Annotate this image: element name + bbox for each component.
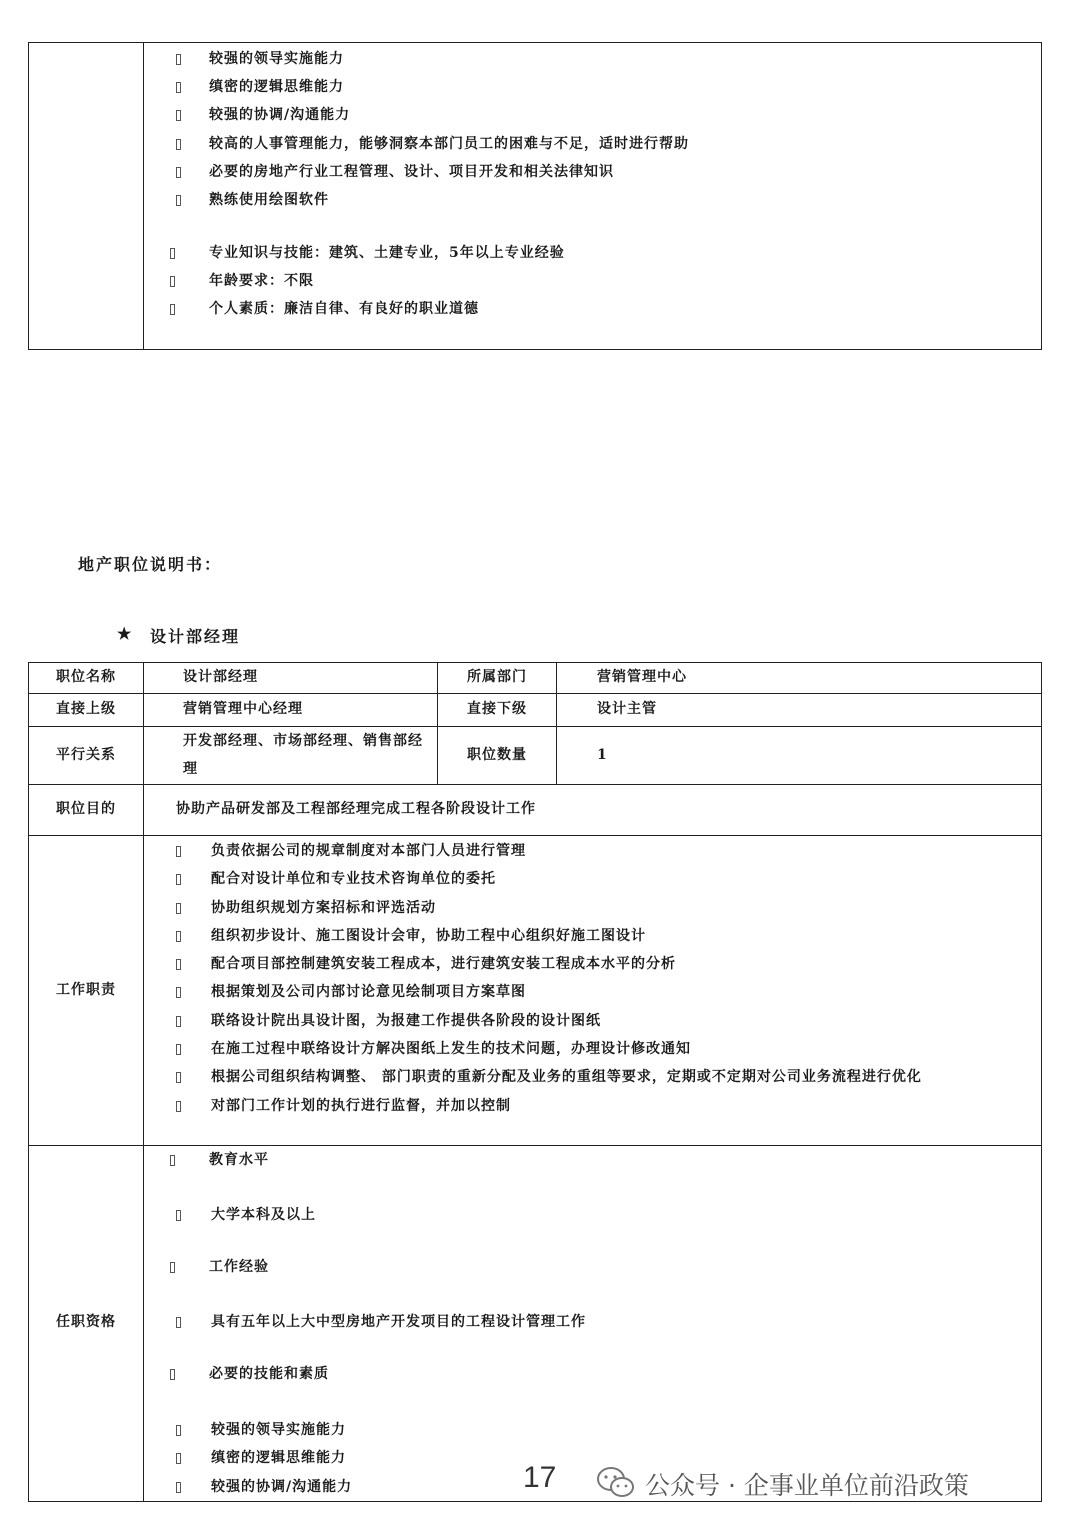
- list-item: 个人素质：廉洁自律、有良好的职业道德: [209, 301, 479, 317]
- bullet-box-icon: [176, 1425, 181, 1436]
- row-label-purpose: 职位目的: [56, 801, 116, 817]
- subordinate-value: 设计主管: [597, 701, 657, 717]
- page-number: 17: [523, 1461, 557, 1494]
- duty-item: 对部门工作计划的执行进行监督，并加以控制: [211, 1098, 511, 1114]
- label-column-divider: [143, 663, 144, 1501]
- top-table-divider: [143, 43, 144, 349]
- qual-heading-skills: 必要的技能和素质: [209, 1366, 329, 1382]
- list-item: 必要的房地产行业工程管理、设计、项目开发和相关法律知识: [209, 164, 614, 180]
- row-label-duties: 工作职责: [56, 982, 116, 998]
- mid-divider: [556, 663, 557, 784]
- row-label-department: 所属部门: [467, 669, 527, 685]
- bullet-box-icon: [176, 1482, 181, 1493]
- bullet-box-icon: [176, 1210, 181, 1221]
- section-title: 设计部经理: [150, 627, 241, 646]
- row-divider: [29, 835, 1041, 836]
- watermark-text: 公众号 · 企事业单位前沿政策: [645, 1471, 969, 1500]
- row-label-parallel: 平行关系: [56, 747, 116, 763]
- bullet-box-icon: [176, 1101, 181, 1112]
- bullet-box-icon: [170, 304, 175, 315]
- bullet-box-icon: [176, 139, 181, 150]
- bullet-box-icon: [176, 167, 181, 178]
- duty-item: 配合项目部控制建筑安装工程成本，进行建筑安装工程成本水平的分析: [211, 956, 676, 972]
- list-item: 专业知识与技能：建筑、土建专业，5年以上专业经验: [209, 245, 565, 261]
- section-intro: 地产职位说明书：: [78, 555, 223, 574]
- department-value: 营销管理中心: [597, 669, 687, 685]
- duty-item: 组织初步设计、施工图设计会审，协助工程中心组织好施工图设计: [211, 928, 646, 944]
- list-item: 较高的人事管理能力，能够洞察本部门员工的困难与不足，适时进行帮助: [209, 136, 689, 152]
- duty-item: 联络设计院出具设计图，为报建工作提供各阶段的设计图纸: [211, 1013, 601, 1029]
- bullet-box-icon: [176, 987, 181, 998]
- bullet-box-icon: [176, 110, 181, 121]
- list-item: 熟练使用绘图软件: [209, 192, 329, 208]
- star-icon: ★: [117, 624, 134, 643]
- qual-skill-item: 缜密的逻辑思维能力: [211, 1450, 346, 1466]
- bullet-box-icon: [170, 276, 175, 287]
- row-divider: [29, 1145, 1041, 1146]
- duty-item: 在施工过程中联络设计方解决图纸上发生的技术问题，办理设计修改通知: [211, 1041, 691, 1057]
- row-label-subordinate: 直接下级: [467, 701, 527, 717]
- purpose-value: 协助产品研发部及工程部经理完成工程各阶段设计工作: [176, 801, 536, 817]
- qual-skill-item: 较强的领导实施能力: [211, 1422, 346, 1438]
- row-label-superior: 直接上级: [56, 701, 116, 717]
- bullet-box-icon: [176, 959, 181, 970]
- duty-item: 协助组织规划方案招标和评选活动: [211, 900, 436, 916]
- bullet-box-icon: [176, 1016, 181, 1027]
- duty-item: 负责依据公司的规章制度对本部门人员进行管理: [211, 843, 526, 859]
- qual-heading-education: 教育水平: [209, 1152, 269, 1168]
- wechat-icon: [596, 1466, 636, 1500]
- bullet-box-icon: [170, 1369, 175, 1380]
- parallel-value-line2: 理: [183, 761, 198, 777]
- bullet-box-icon: [170, 248, 175, 259]
- bullet-box-icon: [176, 874, 181, 885]
- bullet-box-icon: [176, 82, 181, 93]
- qual-heading-experience: 工作经验: [209, 1259, 269, 1275]
- row-label-count: 职位数量: [467, 747, 527, 763]
- bullet-box-icon: [176, 1317, 181, 1328]
- qual-experience-value: 具有五年以上大中型房地产开发项目的工程设计管理工作: [211, 1314, 586, 1330]
- duty-item: 配合对设计单位和专业技术咨询单位的委托: [211, 871, 496, 887]
- list-item: 较强的领导实施能力: [209, 51, 344, 67]
- bullet-box-icon: [170, 1155, 175, 1166]
- count-value: 1: [597, 747, 608, 763]
- duty-item: 根据策划及公司内部讨论意见绘制项目方案草图: [211, 984, 526, 1000]
- position-name-value: 设计部经理: [183, 669, 258, 685]
- row-divider: [29, 726, 1041, 727]
- duty-item: 根据公司组织结构调整、 部门职责的重新分配及业务的重组等要求，定期或不定期对公司业务流程进行优化: [211, 1069, 922, 1085]
- bullet-box-icon: [176, 846, 181, 857]
- row-label-position-name: 职位名称: [56, 669, 116, 685]
- row-divider: [29, 784, 1041, 785]
- bullet-box-icon: [176, 195, 181, 206]
- bullet-box-icon: [176, 54, 181, 65]
- parallel-value-line1: 开发部经理、市场部经理、销售部经: [183, 733, 423, 749]
- list-item: 年龄要求：不限: [209, 273, 314, 289]
- bullet-box-icon: [176, 931, 181, 942]
- bullet-box-icon: [170, 1262, 175, 1273]
- qual-education-value: 大学本科及以上: [211, 1207, 316, 1223]
- list-item: 较强的协调/沟通能力: [209, 107, 351, 123]
- list-item: 缜密的逻辑思维能力: [209, 79, 344, 95]
- bullet-box-icon: [176, 1044, 181, 1055]
- row-divider: [29, 693, 1041, 694]
- qual-skill-item: 较强的协调/沟通能力: [211, 1479, 353, 1495]
- bullet-box-icon: [176, 1072, 181, 1083]
- bullet-box-icon: [176, 903, 181, 914]
- superior-value: 营销管理中心经理: [183, 701, 303, 717]
- bullet-box-icon: [176, 1453, 181, 1464]
- row-label-qualifications: 任职资格: [56, 1314, 116, 1330]
